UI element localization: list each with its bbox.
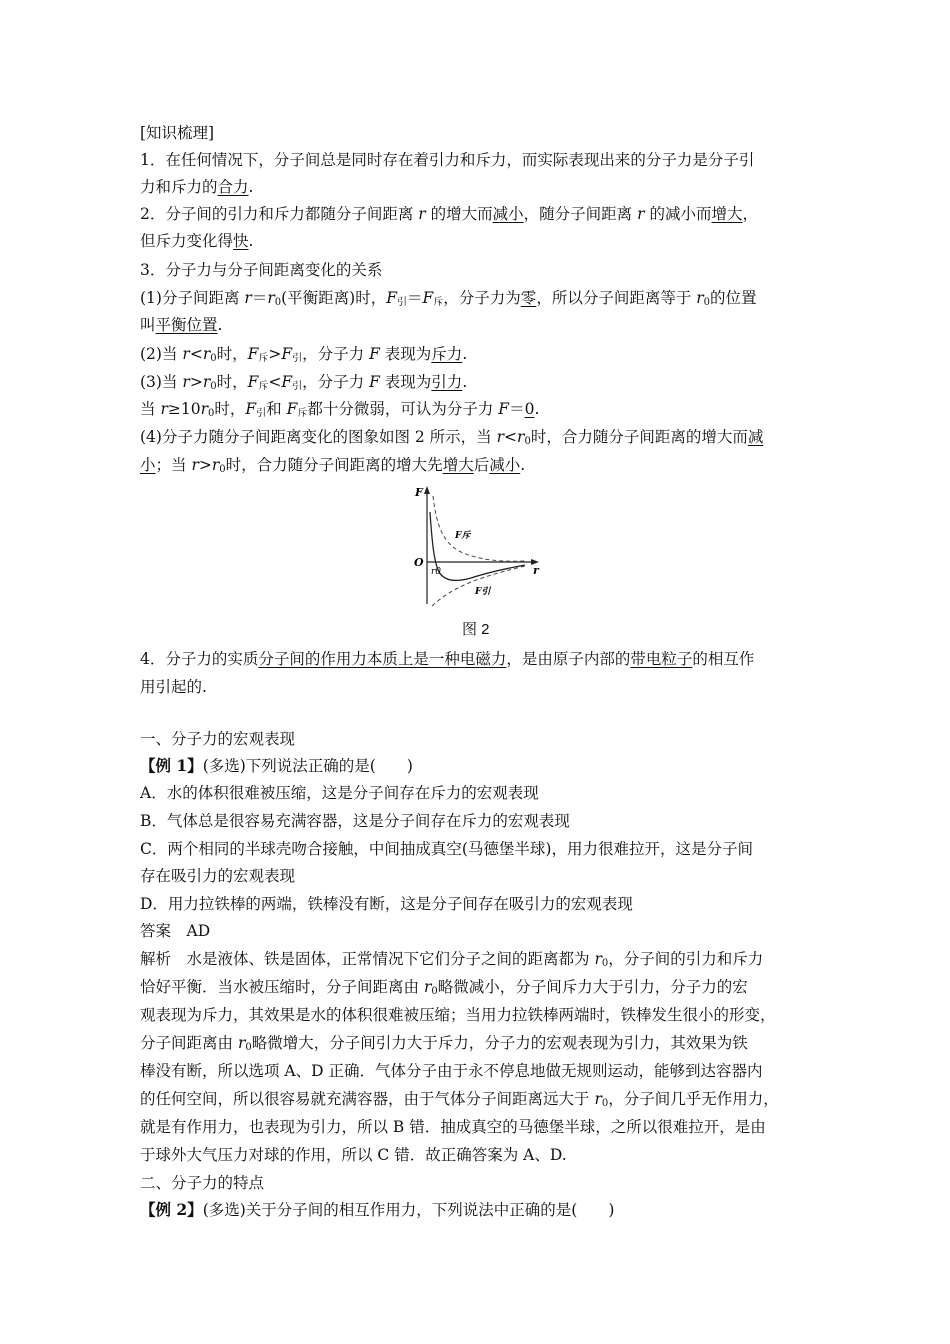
text: . <box>248 232 254 250</box>
underlined-answer: 带电粒子 <box>630 650 693 668</box>
var-r: r <box>637 205 645 223</box>
example-tag: 【例 2】 <box>140 1200 203 1219</box>
text: 的位置 <box>710 289 757 307</box>
explanation-line-1 <box>140 946 820 977</box>
var-F: F <box>369 345 380 363</box>
text: < <box>189 345 203 363</box>
text: 略微增大，分子间引力大于斥力，分子力的宏观表现为引力，其效果为铁 <box>251 1034 748 1052</box>
var-F: F <box>247 345 259 363</box>
text: (1)分子间距离 <box>140 289 245 307</box>
underlined-answer: 零 <box>520 289 537 307</box>
axis-x-label: r <box>533 564 539 577</box>
text: > <box>268 345 282 363</box>
text: 分子间距离由 <box>140 1034 238 1052</box>
attractive-force-curve <box>432 566 525 606</box>
question-text: (多选)下列说法正确的是( ) <box>202 757 413 775</box>
option-a: A．水的体积很难被压缩，这是分子间存在斥力的宏观表现 <box>140 784 539 802</box>
var-F: F <box>281 373 293 391</box>
text: (4)分子力随分子间距离变化的图象如图 2 所示，当 <box>140 428 497 446</box>
subscript: 引 <box>292 381 303 392</box>
text: ，分子力 <box>302 373 370 391</box>
var-r: r <box>244 289 252 307</box>
text: 的减小而 <box>644 205 712 223</box>
text: . <box>462 345 468 363</box>
option-c-line-1: C．两个相同的半球壳吻合接触，中间抽成真空(马德堡半球)，用力很难拉开，这是分子间 <box>140 840 753 858</box>
underlined-answer: 增大 <box>442 456 474 474</box>
var-F: F <box>369 373 380 391</box>
text: . <box>462 373 468 391</box>
text: 的增大而 <box>425 205 493 223</box>
question-text: (多选)关于分子间的相互作用力，下列说法中正确的是( ) <box>202 1201 615 1219</box>
text: 表现为 <box>379 345 432 363</box>
underlined-answer: 减 <box>747 428 764 446</box>
example-2-question <box>140 1197 820 1223</box>
option-c-line-2: 存在吸引力的宏观表现 <box>140 867 296 885</box>
text: . <box>248 178 254 196</box>
explanation-line-4 <box>140 1030 820 1061</box>
explanation-line-5: 棒没有断，所以选项 A、D 正确．气体分子由于永不停息地做无规则运动，能够到达容器内 <box>140 1062 763 1080</box>
underlined-answer: 小 <box>140 456 156 474</box>
text: ，分子间几乎无作用力， <box>608 1090 779 1108</box>
var-r: r <box>160 400 168 418</box>
text: 力和斥力的 <box>140 178 218 196</box>
figure-caption: 图 2 <box>462 621 490 638</box>
underlined-answer: 平衡位置 <box>155 316 218 334</box>
var-r: r <box>517 428 525 446</box>
knowledge-title: [知识梳理] <box>140 124 215 142</box>
text: 的任何空间，所以很容易就充满容器，由于气体分子间距离远大于 <box>140 1090 595 1108</box>
text: ＝ <box>251 289 268 307</box>
text: > <box>189 373 203 391</box>
var-r: r <box>496 428 505 446</box>
explanation-line-3: 观表现为斥力，其效果是水的体积很难被压缩；当用力拉铁棒两端时，铁棒发生很小的形变， <box>140 1006 776 1024</box>
var-F: F <box>422 289 434 307</box>
subscript: 0 <box>208 408 215 419</box>
subscript: 引 <box>292 353 303 364</box>
subscript: 斥 <box>433 297 444 308</box>
f-repulsive-label: F斥 <box>455 531 471 541</box>
text: 恰好平衡．当水被压缩时，分子间距离由 <box>140 978 424 996</box>
text: 后 <box>473 456 490 474</box>
option-b: B．气体总是很容易充满容器，这是分子间存在斥力的宏观表现 <box>140 812 570 830</box>
var-r: r <box>418 205 426 223</box>
point-3-4 <box>140 396 820 427</box>
text: ，随分子间距离 <box>523 205 638 223</box>
underlined-answer: 增大 <box>711 205 743 223</box>
explanation-line-6 <box>140 1086 820 1117</box>
subscript: 0 <box>274 297 282 308</box>
subscript: 斥 <box>297 408 308 419</box>
underlined-answer: 分子间的作用力本质上是一种电磁力 <box>258 650 507 668</box>
explanation-line-2 <box>140 974 820 1005</box>
var-r: r <box>200 400 208 418</box>
text: 的相互作 <box>692 650 755 668</box>
y-axis-arrow <box>424 486 430 494</box>
var-r: r <box>594 950 602 968</box>
text: 时， <box>216 345 248 363</box>
point-3-2 <box>140 341 820 372</box>
text: 都十分微弱，可认为分子力 <box>307 400 499 418</box>
r0-label: r0 <box>431 567 442 577</box>
subscript: 0 <box>601 1098 609 1109</box>
text: 时，合力随分子间距离的增大而 <box>530 428 748 446</box>
var-r: r <box>423 978 432 996</box>
point-3-1-line-2 <box>140 312 820 338</box>
subscript: 0 <box>210 381 217 392</box>
subscript: 0 <box>245 1042 252 1053</box>
underlined-answer: 快 <box>233 232 249 250</box>
text: ＝ <box>407 289 423 307</box>
text: ， <box>742 205 758 223</box>
point-4-line-2: 用引起的. <box>140 678 207 696</box>
axis-y-label: F <box>415 486 423 499</box>
net-force-curve <box>430 512 525 580</box>
option-d: D．用力拉铁棒的两端，铁棒没有断，这是分子间存在吸引力的宏观表现 <box>140 895 633 913</box>
subscript: 0 <box>431 986 438 997</box>
var-F: F <box>286 400 298 418</box>
explanation-line-8: 于球外大气压力对球的作用，所以 C 错．故正确答案为 A、D. <box>140 1146 567 1164</box>
point-3-5-line-2 <box>140 452 820 483</box>
text: . <box>534 400 540 418</box>
answer: 答案 AD <box>140 922 211 940</box>
point-4-line-1 <box>140 646 820 672</box>
point-3-5-line-1 <box>140 424 820 455</box>
underlined-answer: 0 <box>524 400 535 418</box>
subscript: 0 <box>601 958 609 969</box>
text: 水是液体、铁是固体，正常情况下它们分子之间的距离都为 <box>186 950 595 968</box>
var-r: r <box>202 373 211 391</box>
text: 当 <box>140 400 161 418</box>
subscript: 斥 <box>258 353 269 364</box>
text: 时，合力随分子间距离的增大先 <box>225 456 443 474</box>
text: ≥10 <box>167 400 201 418</box>
text: 2．分子间的引力和斥力都随分子间距离 <box>140 205 419 223</box>
point-1-line-2 <box>140 174 820 200</box>
explanation-label: 解析 <box>140 950 187 968</box>
text: > <box>198 456 212 474</box>
var-r: r <box>696 289 704 307</box>
var-r: r <box>211 456 220 474</box>
text: . <box>520 456 526 474</box>
text: ，分子力为 <box>443 289 521 307</box>
text: 略微减小，分子间斥力大于引力，分子力的宏 <box>437 978 748 996</box>
text: 但斥力变化得 <box>140 232 234 250</box>
text: ，分子间的引力和斥力 <box>608 950 764 968</box>
subscript: 0 <box>703 297 711 308</box>
text: (2)当 <box>140 345 183 363</box>
text: . <box>217 316 223 334</box>
text: < <box>268 373 282 391</box>
f-attractive-label: F引 <box>475 587 491 597</box>
subscript: 0 <box>210 353 217 364</box>
section-1-heading: 一、分子力的宏观表现 <box>140 730 296 748</box>
text: ；当 <box>155 456 192 474</box>
var-r: r <box>202 345 211 363</box>
var-F: F <box>247 373 259 391</box>
var-r: r <box>594 1090 602 1108</box>
subscript: 0 <box>219 464 226 475</box>
force-distance-figure <box>405 482 545 612</box>
example-1-question <box>140 753 820 779</box>
var-r: r <box>191 456 199 474</box>
text: 时， <box>214 400 246 418</box>
text: 叫 <box>140 316 156 334</box>
underlined-answer: 引力 <box>431 373 463 391</box>
subscript: 斥 <box>258 381 269 392</box>
var-F: F <box>281 345 293 363</box>
subscript: 引 <box>397 297 407 308</box>
var-r: r <box>182 345 190 363</box>
text: ，是由原子内部的 <box>506 650 631 668</box>
underlined-answer: 减小 <box>489 456 521 474</box>
repulsive-force-curve <box>433 496 525 561</box>
text: ，所以分子间距离等于 <box>536 289 697 307</box>
origin-label: O <box>414 556 424 569</box>
underlined-answer: 斥力 <box>431 345 463 363</box>
example-tag: 【例 1】 <box>140 756 203 775</box>
point-1-line-1: 1．在任何情况下，分子间总是同时存在着引力和斥力，而实际表现出来的分子力是分子引 <box>140 151 755 169</box>
point-2-line-2 <box>140 228 820 254</box>
var-F: F <box>245 400 257 418</box>
text: 时， <box>216 373 248 391</box>
var-F: F <box>386 289 397 307</box>
var-F: F <box>498 400 510 418</box>
text: ，分子力 <box>302 345 370 363</box>
text: (平衡距离)时， <box>281 289 387 307</box>
var-r: r <box>237 1034 246 1052</box>
var-r: r <box>267 289 275 307</box>
explanation-line-7: 就是有作用力，也表现为引力，所以 B 错．抽成真空的马德堡半球，之所以很难拉开，是由 <box>140 1118 766 1136</box>
underlined-answer: 合力 <box>217 178 249 196</box>
var-r: r <box>182 373 190 391</box>
text: 4．分子力的实质 <box>140 650 259 668</box>
subscript: 引 <box>256 408 267 419</box>
subscript: 0 <box>524 436 531 447</box>
text: 和 <box>266 400 287 418</box>
section-2-heading: 二、分子力的特点 <box>140 1174 265 1192</box>
point-2-line-1 <box>140 201 820 227</box>
text: (3)当 <box>140 373 183 391</box>
text: ＝ <box>509 400 525 418</box>
text: 表现为 <box>379 373 432 391</box>
point-3-title: 3．分子力与分子间距离变化的关系 <box>140 261 383 279</box>
underlined-answer: 减小 <box>492 205 524 223</box>
text: < <box>504 428 518 446</box>
